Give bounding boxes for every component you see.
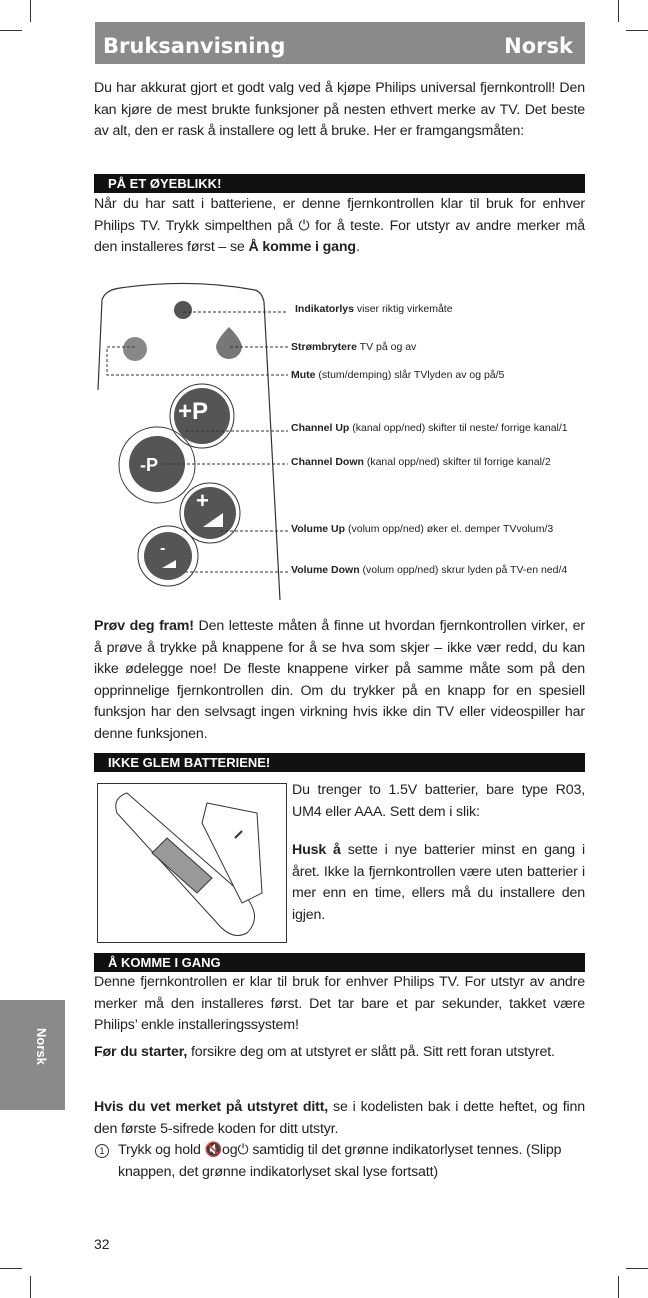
indicator-light: [174, 301, 192, 319]
text: Husk å: [292, 842, 341, 858]
getting-started-reference: Å komme i gang: [248, 239, 356, 256]
label-power: Strømbrytere TV på og av: [291, 341, 417, 353]
power-icon: ⏻: [298, 217, 310, 234]
channel-down-label: -P: [140, 455, 158, 475]
side-tab-label: Norsk: [34, 1028, 49, 1065]
text: forsikre deg om at utstyret er slått på. Sitt rett foran utstyret.: [187, 1044, 555, 1060]
volume-up-button: [184, 487, 236, 539]
label-channel-up: Channel Up (kanal opp/ned) skifter til neste/ forrige kanal/1: [291, 422, 568, 434]
getting-started-paragraph: Denne fjernkontrollen er klar til bruk for enhver Philips TV. For utstyr av andre merker må den installeres først. Det tar bare et par sekunder, takket være Philips’ enkle installeringssystem!: [94, 974, 585, 1034]
crop-mark: [626, 1268, 648, 1269]
power-button: [216, 327, 242, 359]
crop-mark: [618, 1276, 619, 1298]
text: Hvis du vet merket på utstyret ditt,: [94, 1099, 329, 1115]
crop-mark: [30, 0, 31, 22]
label-mute: Mute (stum/demping) slår TVlyden av og på/5: [291, 369, 505, 381]
text: for å teste. For utstyr av andre merker må den installeres først – se: [94, 217, 585, 256]
header-language: Norsk: [504, 34, 573, 58]
label-indicator: Indikatorlys viser riktig virkemåte: [295, 303, 453, 315]
text: Prøv deg fram!: [94, 618, 194, 634]
battery-text-2: [292, 840, 585, 926]
crop-mark: [0, 30, 22, 31]
section-heading: PÅ ET ØYEBLIKK!: [94, 174, 585, 193]
label-volume-up: Volume Up (volum opp/ned) øker el. demper TVvolum/3: [291, 523, 554, 535]
header-title: Bruksanvisning: [103, 34, 286, 58]
channel-up-label: +P: [178, 398, 209, 425]
volume-down-label: -: [160, 540, 166, 557]
text: Den letteste måten å finne ut hvordan fjernkontrollen virker, er å prøve å trykke på knappene for å se hva som skjer – ikke vær redd, du kan ikke ødelegge noe! De fleste knappene virker på samme måte som på den opprinnelige fjernkontrollen din. Om du trykker på en knapp for en spesiell funksjon har den selvsagt ingen virkning hvis ikke din TV eller videospiller har denne funksjonen.: [94, 618, 585, 742]
mute-button: [123, 337, 147, 361]
text: og: [222, 1142, 238, 1158]
battery-text-1: Du trenger to 1.5V batterier, bare type R03, UM4 eller AAA. Sett dem i slik:: [292, 782, 585, 820]
remote-illustration: [90, 280, 300, 600]
power-icon: ⏻: [237, 1142, 249, 1158]
try-paragraph: [94, 616, 585, 746]
know-brand-paragraph: [94, 1097, 585, 1140]
text: samtidig til det grønne indikatorlyset tennes. (Slipp knappen, det grønne indikatorlyset skal lyse fortsatt): [118, 1142, 562, 1180]
before-start-paragraph: [94, 1042, 585, 1064]
label-channel-down: Channel Down (kanal opp/ned) skifter til forrige kanal/2: [291, 456, 551, 468]
battery-illustration: [97, 783, 287, 943]
language-side-tab: [0, 1000, 65, 1110]
section-heading: Å KOMME I GANG: [94, 953, 585, 972]
volume-down-button: [144, 532, 192, 580]
intro-paragraph: Du har akkurat gjort et godt valg ved å kjøpe Philips universal fjernkontroll! Den kan kjøre de mest brukte funksjoner på nesten ethvert merke av TV. Det beste av alt, den er rask å installere og lett å bruke. Her er framgangsmåten:: [94, 80, 585, 140]
crop-mark: [626, 30, 648, 31]
section1-paragraph: [94, 194, 585, 259]
text: .: [355, 239, 360, 256]
page-number: 32: [94, 1236, 110, 1252]
volume-up-label: +: [196, 488, 209, 513]
crop-mark: [0, 1268, 22, 1269]
mute-icon: 🔇: [204, 1142, 222, 1158]
section-heading: IKKE GLEM BATTERIENE!: [94, 753, 585, 772]
step-number: 1: [95, 1144, 109, 1158]
crop-mark: [618, 0, 619, 22]
crop-mark: [30, 1276, 31, 1298]
text: Før du starter,: [94, 1044, 188, 1060]
text: sette i nye batterier minst en gang i året. Ikke la fjernkontrollen være uten batterier i mer enn en time, ellers må du installere den igjen.: [292, 842, 585, 923]
text: se i kodelisten bak i dette heftet, og finn den første 5-sifrede koden for ditt utstyr.: [94, 1099, 585, 1137]
page-header: [95, 22, 585, 64]
text: Trykk og hold: [118, 1142, 205, 1158]
text: Når du har satt i batteriene, er denne fjernkontrollen klar til bruk for enhver Philips TV. Trykk simpelthen på: [94, 196, 585, 234]
step-1-text: [118, 1140, 585, 1183]
label-volume-down: Volume Down (volum opp/ned) skrur lyden på TV-en ned/4: [291, 564, 568, 576]
